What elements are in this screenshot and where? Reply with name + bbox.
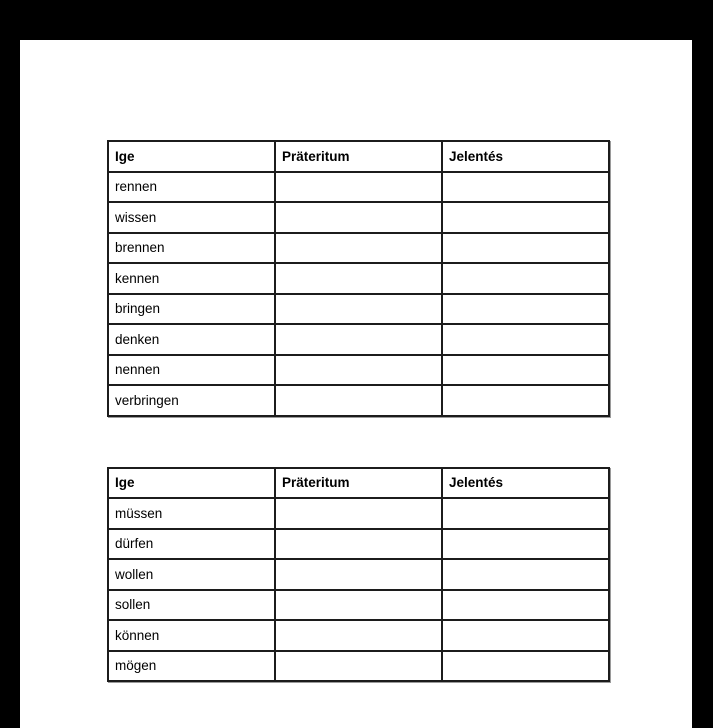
table-row bbox=[108, 233, 609, 264]
empty-answer-cell bbox=[442, 498, 609, 529]
verb-cell: brennen bbox=[108, 233, 275, 264]
empty-answer-cell bbox=[275, 620, 442, 651]
verb-cell: denken bbox=[108, 324, 275, 355]
verb-cell: kennen bbox=[108, 263, 275, 294]
verb-table-1 bbox=[107, 140, 610, 417]
empty-answer-cell bbox=[275, 202, 442, 233]
empty-answer-cell bbox=[275, 324, 442, 355]
table-body bbox=[108, 498, 609, 681]
empty-answer-cell bbox=[442, 263, 609, 294]
table-body bbox=[108, 172, 609, 416]
table-row bbox=[108, 651, 609, 682]
table-row bbox=[108, 355, 609, 386]
empty-answer-cell bbox=[275, 294, 442, 325]
empty-answer-cell bbox=[442, 385, 609, 416]
empty-answer-cell bbox=[442, 294, 609, 325]
table-row bbox=[108, 385, 609, 416]
table-row bbox=[108, 559, 609, 590]
header-row bbox=[108, 468, 609, 499]
empty-answer-cell bbox=[275, 559, 442, 590]
verb-cell: müssen bbox=[108, 498, 275, 529]
verb-cell: verbringen bbox=[108, 385, 275, 416]
column-header-jelentes: Jelentés bbox=[442, 141, 609, 172]
table-row bbox=[108, 263, 609, 294]
table-row bbox=[108, 294, 609, 325]
empty-answer-cell bbox=[275, 651, 442, 682]
empty-answer-cell bbox=[275, 590, 442, 621]
verb-table-2 bbox=[107, 467, 610, 683]
table-row bbox=[108, 202, 609, 233]
column-header-ige: Ige bbox=[108, 141, 275, 172]
verb-cell: sollen bbox=[108, 590, 275, 621]
empty-answer-cell bbox=[442, 233, 609, 264]
empty-answer-cell bbox=[275, 233, 442, 264]
verb-cell: nennen bbox=[108, 355, 275, 386]
verb-cell: bringen bbox=[108, 294, 275, 325]
table-row bbox=[108, 498, 609, 529]
table-row bbox=[108, 529, 609, 560]
table-row bbox=[108, 590, 609, 621]
empty-answer-cell bbox=[442, 590, 609, 621]
header-row bbox=[108, 141, 609, 172]
table-row bbox=[108, 324, 609, 355]
table-row bbox=[108, 620, 609, 651]
verb-cell: wollen bbox=[108, 559, 275, 590]
empty-answer-cell bbox=[442, 324, 609, 355]
verb-cell: dürfen bbox=[108, 529, 275, 560]
empty-answer-cell bbox=[275, 498, 442, 529]
empty-answer-cell bbox=[275, 263, 442, 294]
table-row bbox=[108, 172, 609, 203]
empty-answer-cell bbox=[275, 529, 442, 560]
empty-answer-cell bbox=[442, 651, 609, 682]
empty-answer-cell bbox=[275, 355, 442, 386]
column-header-ige: Ige bbox=[108, 468, 275, 499]
column-header-praeteritum: Präteritum bbox=[275, 141, 442, 172]
column-header-praeteritum: Präteritum bbox=[275, 468, 442, 499]
empty-answer-cell bbox=[442, 559, 609, 590]
verb-cell: mögen bbox=[108, 651, 275, 682]
empty-answer-cell bbox=[442, 355, 609, 386]
empty-answer-cell bbox=[442, 620, 609, 651]
document-page bbox=[20, 40, 692, 728]
empty-answer-cell bbox=[442, 529, 609, 560]
verb-cell: können bbox=[108, 620, 275, 651]
empty-answer-cell bbox=[275, 385, 442, 416]
verb-cell: rennen bbox=[108, 172, 275, 203]
empty-answer-cell bbox=[275, 172, 442, 203]
empty-answer-cell bbox=[442, 172, 609, 203]
empty-answer-cell bbox=[442, 202, 609, 233]
column-header-jelentes: Jelentés bbox=[442, 468, 609, 499]
verb-cell: wissen bbox=[108, 202, 275, 233]
